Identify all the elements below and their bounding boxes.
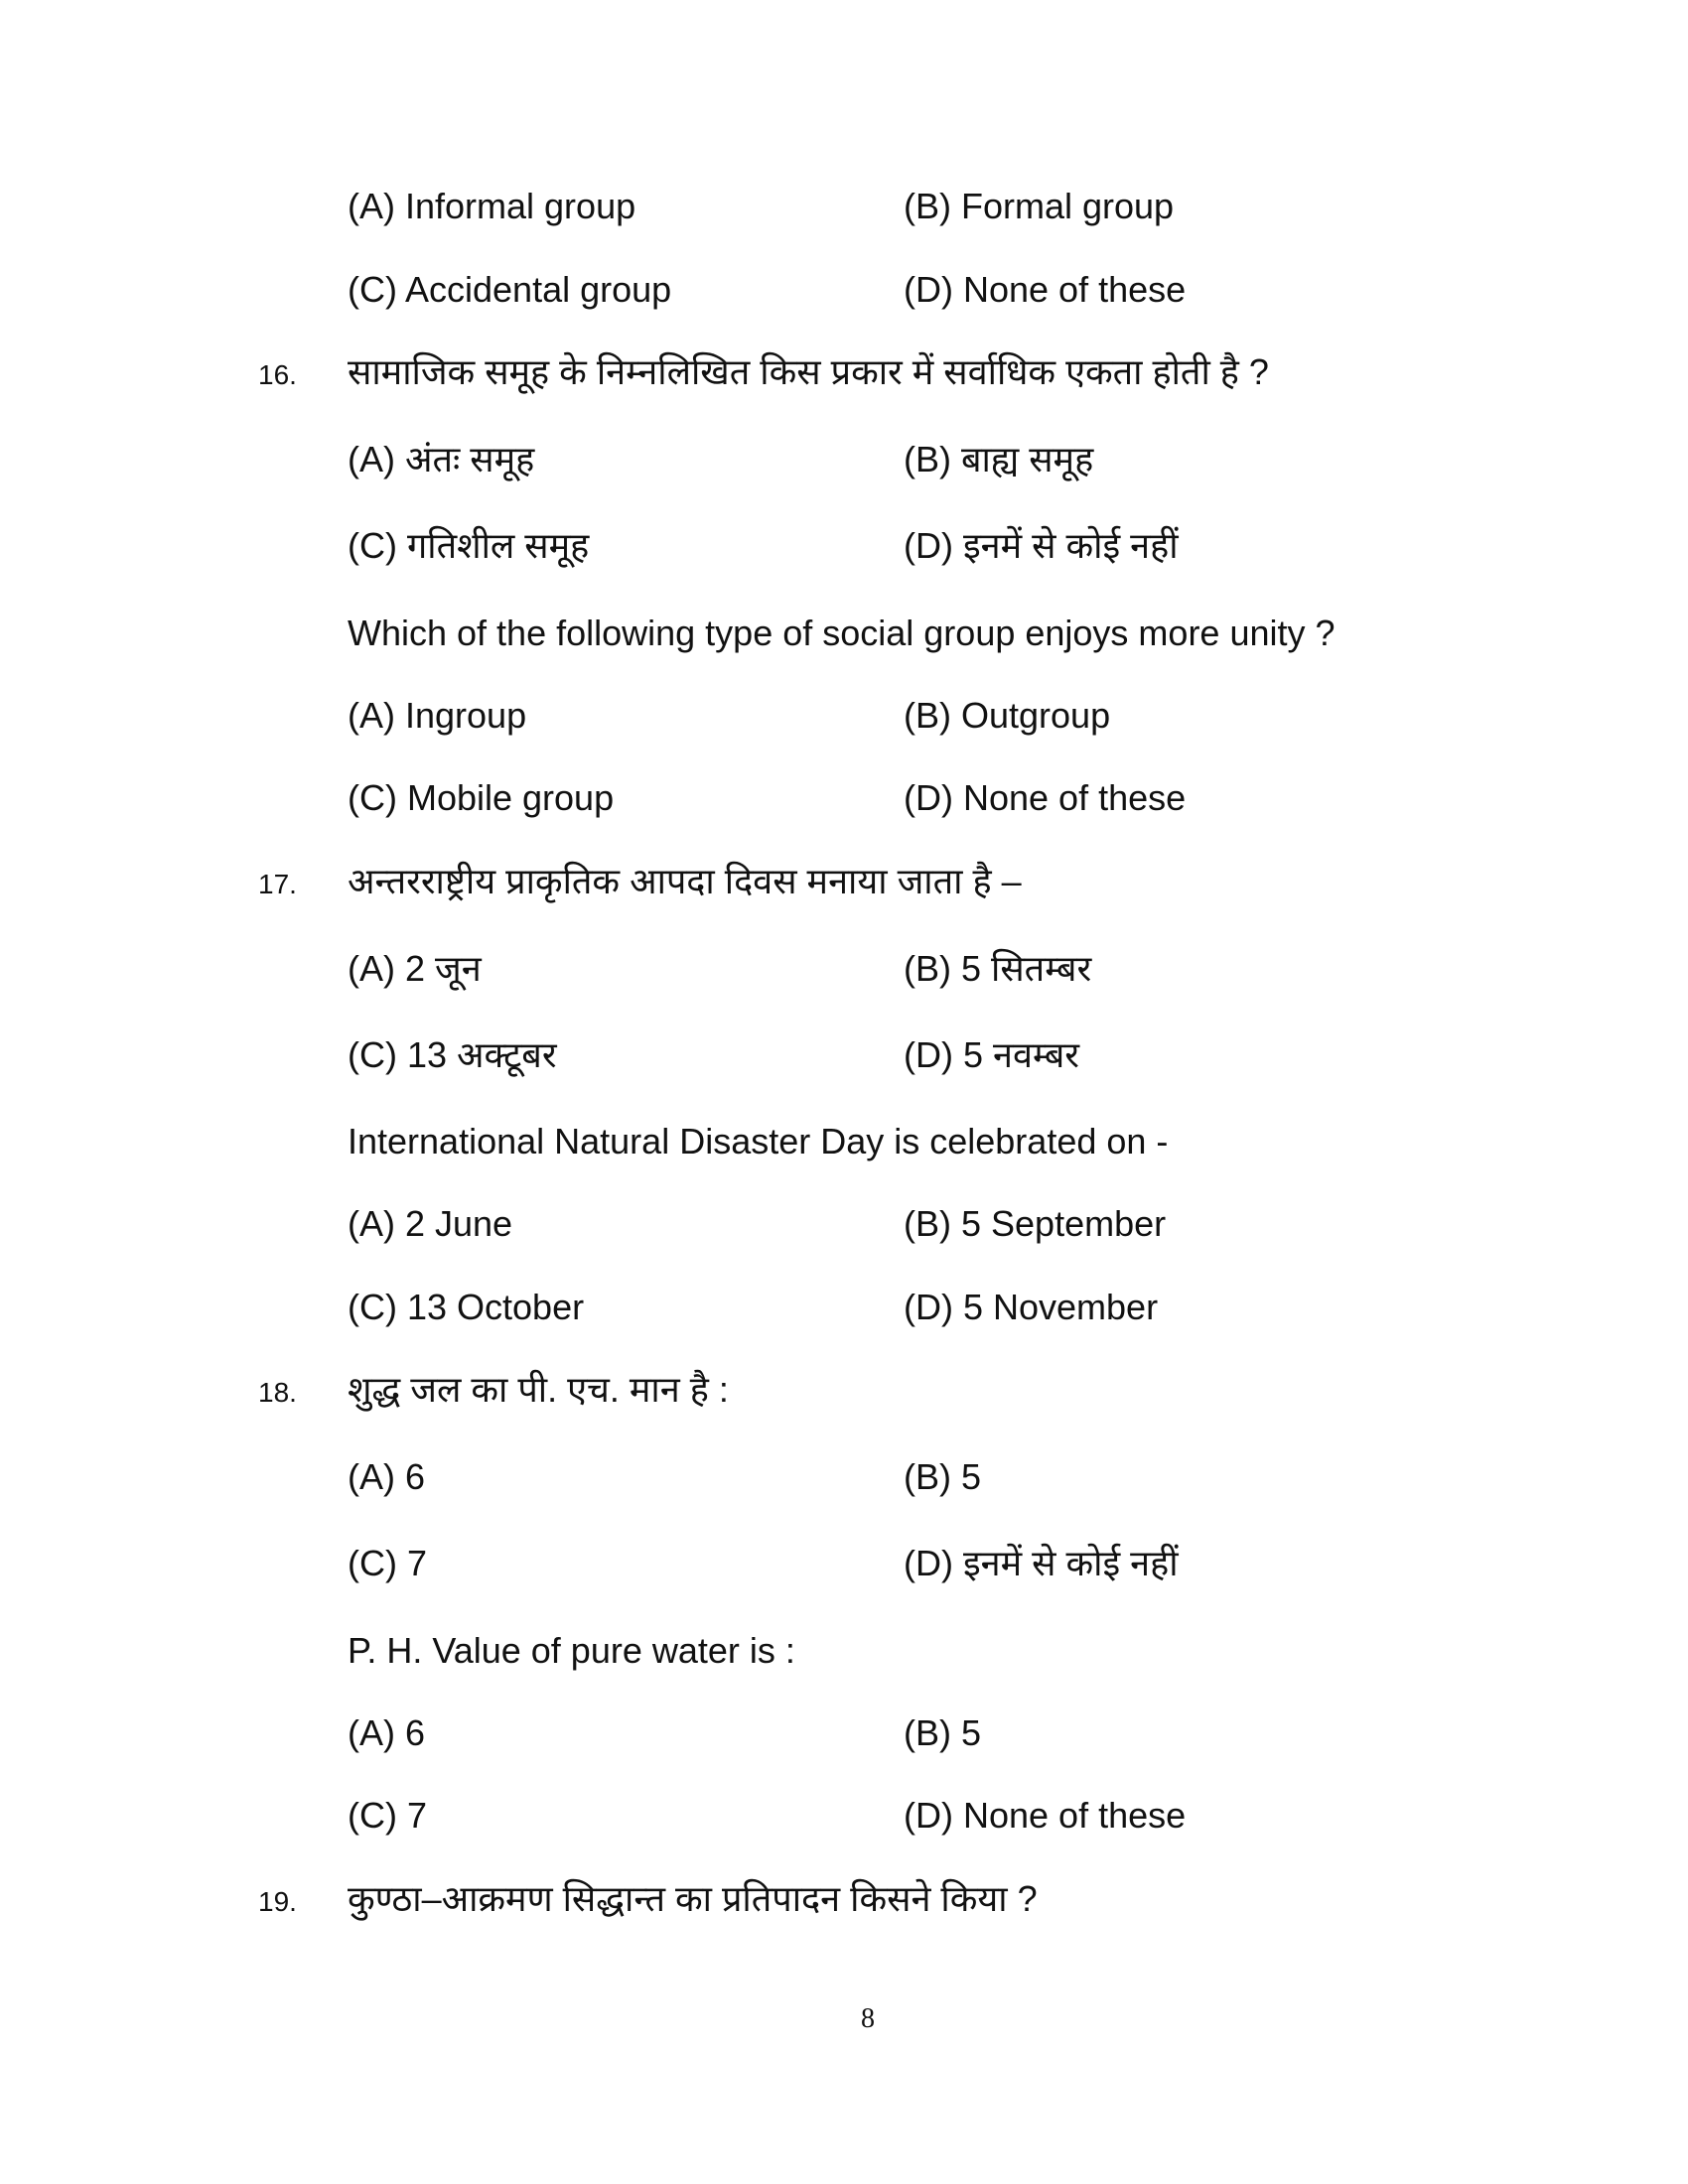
question-hindi: अन्तरराष्ट्रीय प्राकृतिक आपदा दिवस मनाया जाता है – (348, 861, 1022, 901)
option: (B) 5 सितम्बर (904, 948, 1092, 989)
question-number: 18. (258, 1377, 297, 1408)
option: (B) Outgroup (904, 695, 1111, 736)
option: (A) 6 (348, 1456, 426, 1497)
question-hindi: कुण्ठा–आक्रमण सिद्धान्त का प्रतिपादन किसने किया ? (348, 1878, 1038, 1919)
option: (C) Mobile group (348, 777, 615, 818)
option: (C) 13 अक्टूबर (348, 1034, 557, 1075)
question-hindi: शुद्ध जल का पी. एच. मान है : (348, 1369, 729, 1410)
question-number: 17. (258, 869, 297, 899)
question-english: International Natural Disaster Day is celebrated on - (348, 1121, 1169, 1161)
option: (C) 7 (348, 1543, 427, 1583)
option: (B) 5 (904, 1456, 982, 1497)
option: (C) 13 October (348, 1287, 585, 1327)
option: (D) None of these (904, 269, 1187, 310)
option: (A) Ingroup (348, 695, 527, 736)
option: (D) None of these (904, 1795, 1187, 1836)
option: (A) अंतः समूह (348, 439, 535, 479)
option: (D) इनमें से कोई नहीं (904, 525, 1179, 566)
option: (C) 7 (348, 1795, 427, 1836)
option: (A) Informal group (348, 186, 636, 226)
option: (A) 2 June (348, 1203, 513, 1244)
option: (D) 5 November (904, 1287, 1159, 1327)
option: (D) इनमें से कोई नहीं (904, 1543, 1179, 1583)
option: (B) 5 (904, 1712, 982, 1753)
option: (B) Formal group (904, 186, 1175, 226)
question-hindi: सामाजिक समूह के निम्नलिखित किस प्रकार में सर्वाधिक एकता होती है ? (348, 351, 1269, 392)
page-number: 8 (861, 2003, 875, 2034)
option: (D) 5 नवम्बर (904, 1034, 1079, 1075)
option: (A) 2 जून (348, 948, 482, 989)
option: (D) None of these (904, 777, 1187, 818)
question-english: P. H. Value of pure water is : (348, 1630, 795, 1671)
question-english: Which of the following type of social group enjoys more unity ? (348, 613, 1336, 653)
option: (A) 6 (348, 1712, 426, 1753)
option: (B) बाह्य समूह (904, 439, 1094, 479)
option: (B) 5 September (904, 1203, 1167, 1244)
question-number: 19. (258, 1886, 297, 1917)
option: (C) Accidental group (348, 269, 672, 310)
option: (C) गतिशील समूह (348, 525, 590, 566)
question-number: 16. (258, 359, 297, 390)
